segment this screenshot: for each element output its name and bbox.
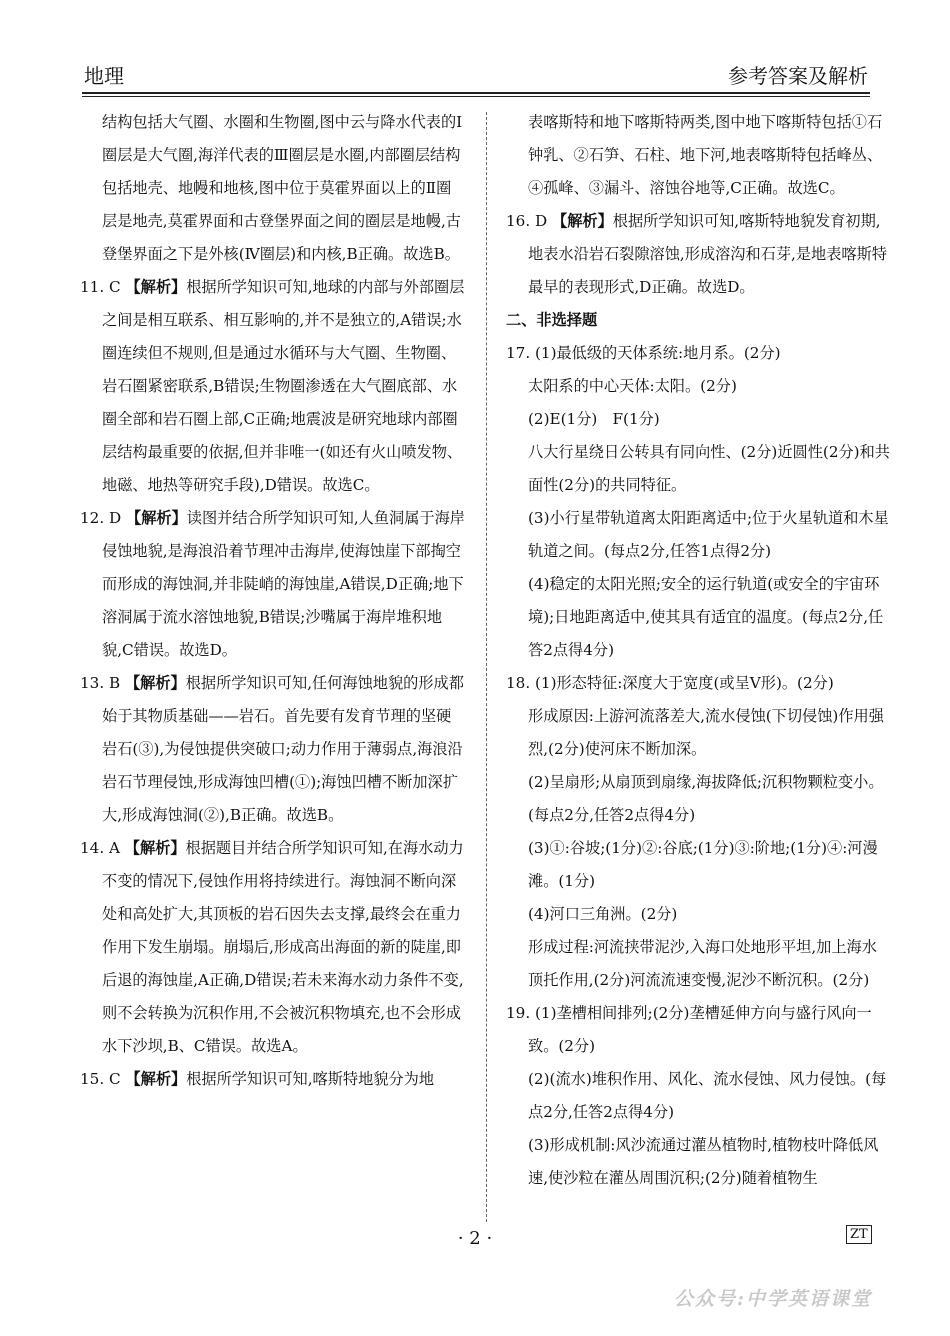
question-number: 13. B — [80, 674, 125, 692]
header-rule-thin — [82, 96, 870, 97]
answer-paragraph — [80, 106, 465, 271]
answer-paragraph — [80, 667, 465, 832]
answer-paragraph — [506, 436, 891, 502]
answer-text: (2)E(1分) F(1分) — [528, 410, 660, 428]
answer-text: (2)呈扇形;从扇顶到扇缘,海拔降低;沉积物颗粒变小。(每点2分,任答2点得4分) — [528, 773, 884, 824]
question-number: 14. A — [80, 839, 125, 857]
answer-paragraph — [80, 271, 465, 502]
answer-text: 形成原因:上游河流落差大,流水侵蚀(下切侵蚀)作用强烈,(2分)使河床不断加深。 — [528, 707, 884, 758]
answer-paragraph — [506, 502, 891, 568]
answer-paragraph — [506, 1063, 891, 1129]
answer-text: 二、非选择题 — [506, 311, 598, 329]
answer-paragraph — [506, 832, 891, 898]
answer-paragraph — [506, 766, 891, 832]
answer-text: (3)①:谷坡;(1分)②:谷底;(1分)③:阶地;(1分)④:河漫滩。(1分) — [528, 839, 878, 890]
answer-text: 根据题目并结合所学知识可知,在海水动力不变的情况下,侵蚀作用将持续进行。海蚀洞不断向深处和高处扩大,其顶板的岩石因失去支撑,最终会在重力作用下发生崩塌。崩塌后,形成高出海面的新的陡崖,即后退的海蚀崖,A正确,D错误;若未来海水动力条件不变,则不会转换为沉积作用,不会被沉积物填充,也不会形成水下沙坝,B、C错误。故选A。 — [102, 839, 464, 1055]
answer-text: 根据所学知识可知,喀斯特地貌发育初期,地表水沿岩石裂隙溶蚀,形成溶沟和石芽,是地表喀斯特最早的表现形式,D正确。故选D。 — [528, 212, 887, 296]
answer-paragraph — [80, 1063, 465, 1096]
header-title: 参考答案及解析 — [728, 64, 868, 88]
watermark: 公众号:中学英语课堂 — [673, 1288, 872, 1310]
left-column — [80, 106, 465, 1096]
answer-text: (1)垄槽相间排列;(2分)垄槽延伸方向与盛行风向一致。(2分) — [528, 1004, 872, 1055]
answer-paragraph — [80, 832, 465, 1063]
column-divider — [486, 112, 487, 1222]
answer-paragraph — [506, 931, 891, 997]
answer-paragraph — [506, 568, 891, 667]
answer-paragraph — [506, 370, 891, 403]
answer-text: (4)稳定的太阳光照;安全的运行轨道(或安全的宇宙环境);日地距离适中,使其具有适宜的温度。(每点2分,任答2点得4分) — [528, 575, 884, 659]
code-badge: ZT — [846, 1225, 872, 1244]
answer-text: 根据所学知识可知,地球的内部与外部圈层之间是相互联系、相互影响的,并不是独立的,A错误;水圈连续但不规则,但是通过水循环与大气圈、生物圈、岩石圈紧密联系,B错误;生物圈渗透在大气圈底部、水圈全部和岩石圈上部,C正确;地震波是研究地球内部圈层结构最重要的依据,但并非唯一(如还有火山喷发物、地磁、地热等研究手段),D错误。故选C。 — [102, 278, 465, 494]
analysis-tag: 【解析】 — [125, 1070, 187, 1088]
question-number: 19. — [506, 1004, 535, 1022]
question-number: 18. — [506, 674, 535, 692]
analysis-tag: 【解析】 — [124, 674, 186, 692]
answer-text: (3)形成机制:风沙流通过灌丛植物时,植物枝叶降低风速,使沙粒在灌丛周围沉积;(2分)随着植物生 — [528, 1136, 879, 1187]
analysis-tag: 【解析】 — [124, 839, 186, 857]
answer-paragraph — [506, 700, 891, 766]
answer-paragraph — [506, 337, 891, 370]
answer-text: (3)小行星带轨道离太阳距离适中;位于火星轨道和木星轨道之间。(每点2分,任答1点得2分) — [528, 509, 889, 560]
section-heading — [506, 304, 891, 337]
answer-text: 根据所学知识可知,任何海蚀地貌的形成都始于其物质基础——岩石。首先要有发育节理的坚硬岩石(③),为侵蚀提供突破口;动力作用于薄弱点,海浪沿岩石节理侵蚀,形成海蚀凹槽(①);海蚀凹槽不断加深扩大,形成海蚀洞(②),B正确。故选B。 — [102, 674, 464, 824]
answer-text: 表喀斯特和地下喀斯特两类,图中地下喀斯特包括①石钟乳、②石笋、石柱、地下河,地表喀斯特包括峰丛、④孤峰、③漏斗、溶蚀谷地等,C正确。故选C。 — [528, 113, 883, 197]
answer-paragraph — [506, 667, 891, 700]
answer-paragraph — [506, 898, 891, 931]
question-number: 12. D — [80, 509, 126, 527]
answer-text: (4)河口三角洲。(2分) — [528, 905, 678, 923]
question-number: 11. C — [80, 278, 126, 296]
answer-paragraph — [506, 106, 891, 205]
page-number: · 2 · — [457, 1228, 493, 1249]
right-column — [506, 106, 891, 1195]
answer-text: 形成过程:河流挟带泥沙,入海口处地形平坦,加上海水顶托作用,(2分)河流流速变慢,泥沙不断沉积。(2分) — [528, 938, 877, 989]
subject-label: 地理 — [84, 64, 124, 88]
answer-text: (2)(流水)堆积作用、风化、流水侵蚀、风力侵蚀。(每点2分,任答2点得4分) — [528, 1070, 887, 1121]
analysis-tag: 【解析】 — [552, 212, 613, 230]
answer-text: (1)形态特征:深度大于宽度(或呈V形)。(2分) — [534, 674, 834, 692]
answer-paragraph — [506, 1129, 891, 1195]
answer-text: 太阳系的中心天体:太阳。(2分) — [528, 377, 737, 395]
answer-paragraph — [506, 205, 891, 304]
question-number: 15. C — [80, 1070, 126, 1088]
analysis-tag: 【解析】 — [126, 509, 187, 527]
question-number: 17. — [506, 344, 535, 362]
analysis-tag: 【解析】 — [125, 278, 187, 296]
answer-text: 结构包括大气圈、水圈和生物圈,图中云与降水代表的Ⅰ圈层是大气圈,海洋代表的Ⅲ圈层是水圈,内部圈层结构包括地壳、地幔和地核,图中位于莫霍界面以上的Ⅱ圈层是地壳,莫霍界面和古登堡界面之间的圈层是地幔,古登堡界面之下是外核(Ⅳ圈层)和内核,B正确。故选B。 — [102, 113, 463, 263]
question-number: 16. D — [506, 212, 552, 230]
answer-paragraph — [506, 403, 891, 436]
answer-paragraph — [506, 997, 891, 1063]
answer-text: 八大行星绕日公转具有同向性、(2分)近圆性(2分)和共面性(2分)的共同特征。 — [528, 443, 890, 494]
answer-paragraph — [80, 502, 465, 667]
header-rule — [82, 92, 870, 94]
answer-text: (1)最低级的天体系统:地月系。(2分) — [534, 344, 781, 362]
answer-text: 根据所学知识可知,喀斯特地貌分为地 — [186, 1070, 435, 1088]
answer-text: 读图并结合所学知识可知,人鱼洞属于海岸侵蚀地貌,是海浪沿着节理冲击海岸,使海蚀崖下部掏空而形成的海蚀洞,并非陡峭的海蚀崖,A错误,D正确;地下溶洞属于流水溶蚀地貌,B错误;沙嘴属于海岸堆积地貌,C错误。故选D。 — [102, 509, 465, 659]
